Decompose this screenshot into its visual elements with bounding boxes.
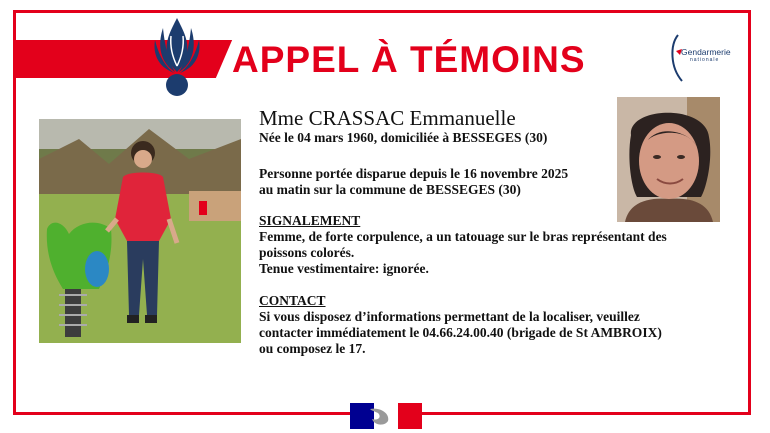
signalement-line-3: Tenue vestimentaire: ignorée. [259, 261, 429, 276]
missing-line-2: au matin sur la commune de BESSEGES (30) [259, 182, 521, 197]
gendarmerie-grenade-icon [151, 16, 203, 98]
person-name: Mme CRASSAC Emmanuelle [259, 106, 516, 130]
missing-person-full-photo [39, 119, 241, 343]
poster-title: APPEL À TÉMOINS [232, 39, 586, 80]
signalement-line-2: poissons colorés. [259, 245, 355, 260]
contact-line-2: contacter immédiatement le 04.66.24.00.40 (brigade de St AMBROIX) [259, 325, 662, 340]
signalement-heading: SIGNALEMENT [259, 213, 361, 228]
contact-heading: CONTACT [259, 293, 326, 308]
missing-person-portrait-photo [617, 97, 720, 222]
signalement-line-1: Femme, de forte corpulence, a un tatouage sur le bras représentant des [259, 229, 667, 244]
logo-subtext: nationale [690, 57, 720, 63]
contact-line-3: ou composez le 17. [259, 341, 366, 356]
contact-line-1: Si vous disposez d’informations permettant de la localiser, veuillez [259, 309, 640, 324]
logo-text: Gendarmerie [681, 47, 731, 57]
missing-line-1: Personne portée disparue depuis le 16 novembre 2025 [259, 166, 569, 181]
birth-line: Née le 04 mars 1960, domiciliée à BESSEGES (30) [259, 130, 548, 145]
marianne-flag-icon [350, 403, 422, 429]
